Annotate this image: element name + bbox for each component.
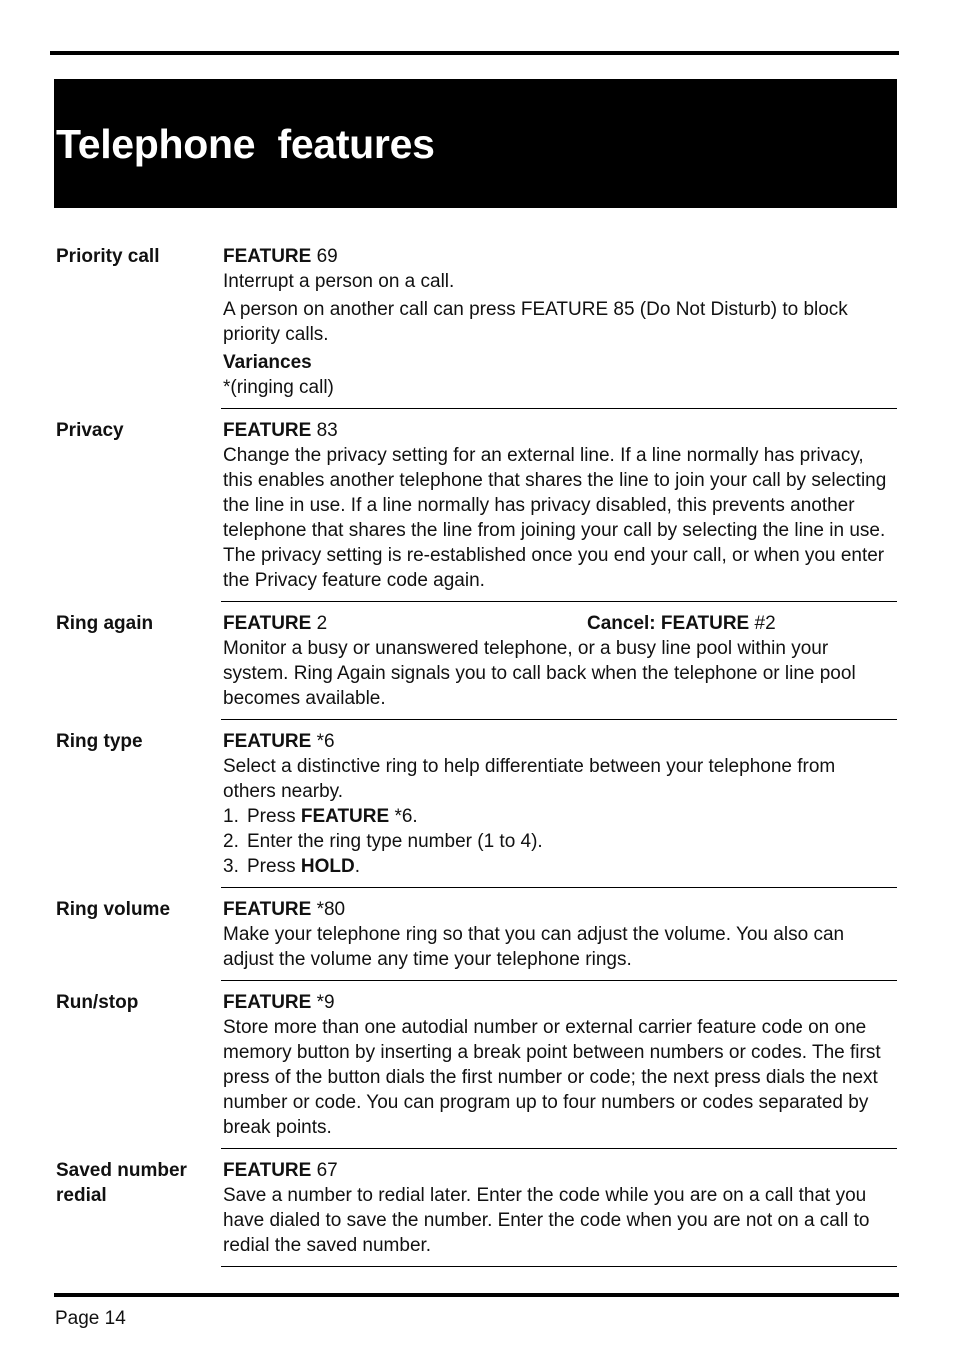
paragraph: Interrupt a person on a call.	[223, 271, 455, 292]
entry-priority-call	[0, 244, 954, 408]
description-ring-volume	[223, 897, 891, 980]
term-privacy: Privacy	[56, 420, 124, 441]
divider	[221, 1148, 897, 1149]
list-item: 1. Press FEATURE *6.	[223, 806, 418, 827]
divider	[221, 601, 897, 602]
term-ring-again: Ring again	[56, 613, 154, 634]
divider	[221, 719, 897, 720]
feature-code: FEATURE 2 Cancel: FEATURE #2	[223, 613, 776, 634]
description-priority-call	[223, 244, 891, 408]
term-saved-number-redial: Saved number redial	[56, 1160, 187, 1206]
paragraph: Change the privacy setting for an external line. If a line normally has privacy, this enables another telephone that shares the line to join your call by selecting the line in use. If a line normally has privacy disabled, this prevents another telephone that shares the line from joining your call by selecting the line in use. The privacy setting is re-established once you end your call, or when you enter the Privacy feature code again.	[223, 445, 887, 591]
term-run-stop: Run/stop	[56, 992, 139, 1013]
bottom-rule	[54, 1293, 899, 1297]
term-priority-call: Priority call	[56, 246, 160, 267]
feature-code: FEATURE 83	[223, 420, 338, 441]
paragraph: Store more than one autodial number or external carrier feature code on one memory button by inserting a break point between numbers or codes. The first press of the button dials the first number or code; the next press dials the next number or code. You can program up to four numbers or codes separated by break points.	[223, 1017, 881, 1138]
feature-code: FEATURE 67	[223, 1160, 338, 1181]
feature-code: FEATURE *80	[223, 899, 346, 920]
page-number: Page 14	[55, 1308, 126, 1329]
description-ring-again	[223, 611, 891, 719]
title-banner	[54, 79, 897, 208]
term-ring-type: Ring type	[56, 731, 143, 752]
feature-list	[0, 244, 954, 1276]
feature-code: FEATURE *9	[223, 992, 335, 1013]
steps-list	[223, 804, 891, 879]
paragraph: Monitor a busy or unanswered telephone, or a busy line pool within your system. Ring Again signals you to call back when the telephone or line pool becomes available.	[223, 638, 856, 709]
divider	[221, 887, 897, 888]
list-item: 3. Press HOLD.	[223, 856, 360, 877]
entry-privacy	[0, 418, 954, 601]
divider	[221, 1266, 897, 1267]
description-privacy	[223, 418, 891, 601]
entry-ring-volume	[0, 897, 954, 980]
entry-run-stop	[0, 990, 954, 1148]
paragraph: Make your telephone ring so that you can adjust the volume. You also can adjust the volume any time your telephone rings.	[223, 924, 845, 970]
description-ring-type	[223, 729, 891, 887]
top-rule	[50, 51, 899, 55]
feature-code: FEATURE *6	[223, 731, 335, 752]
page-title: Telephone features	[56, 121, 435, 167]
description-saved-number-redial	[223, 1158, 891, 1266]
paragraph: Select a distinctive ring to help differentiate between your telephone from others nearby.	[223, 756, 836, 802]
divider	[221, 980, 897, 981]
divider	[221, 408, 897, 409]
paragraph: A person on another call can press FEATURE 85 (Do Not Disturb) to block priority calls.	[223, 299, 848, 345]
list-item: 2. Enter the ring type number (1 to 4).	[223, 831, 543, 852]
entry-ring-type	[0, 729, 954, 887]
entry-ring-again	[0, 611, 954, 719]
paragraph: Save a number to redial later. Enter the code while you are on a call that you have dialed to save the number. Enter the code when you are not on a call to redial the saved number.	[223, 1185, 870, 1256]
feature-code: FEATURE 69	[223, 246, 338, 267]
variances-text: *(ringing call)	[223, 377, 334, 398]
variances-label: Variances	[223, 352, 312, 373]
term-ring-volume: Ring volume	[56, 899, 171, 920]
description-run-stop	[223, 990, 891, 1148]
cancel-code: Cancel: FEATURE #2	[587, 613, 776, 634]
entry-saved-number-redial	[0, 1158, 954, 1266]
